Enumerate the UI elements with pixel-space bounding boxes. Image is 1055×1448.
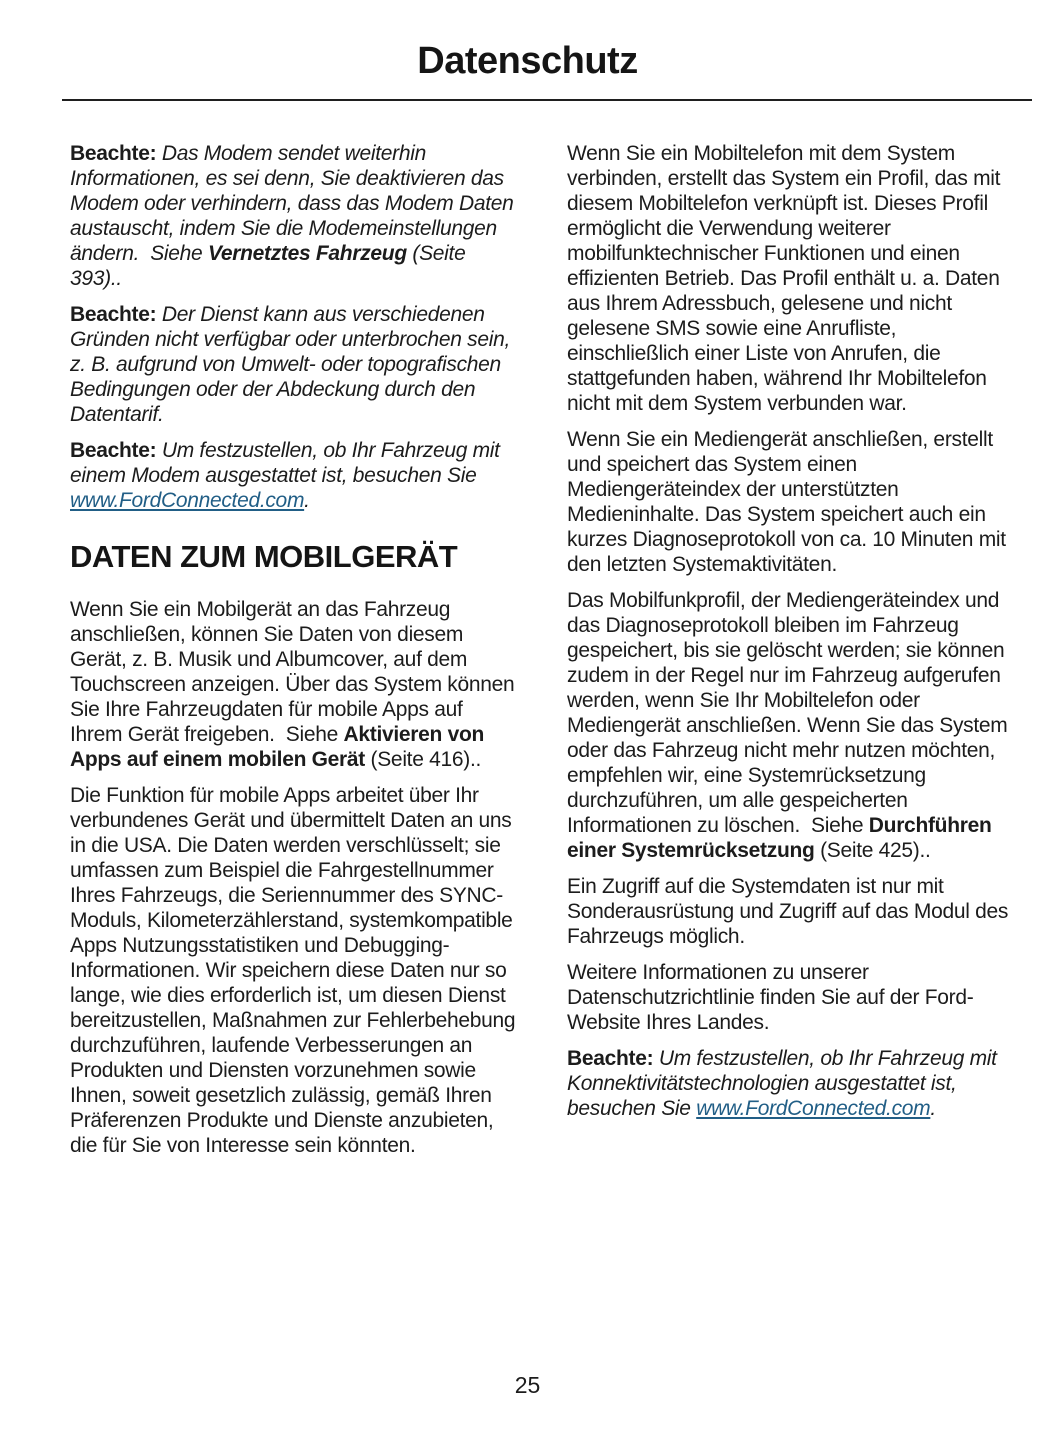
note-label: Beachte: <box>70 439 157 462</box>
text-run: Um festzustellen, ob Ihr Fahrzeug mit einem Modem ausgestattet ist, besuchen Sie <box>70 439 500 487</box>
paragraph <box>70 597 520 772</box>
title-divider <box>62 99 1032 101</box>
paragraph <box>70 783 520 1158</box>
page-number: 25 <box>514 1372 541 1398</box>
text-run: (Seite 425).. <box>814 839 931 862</box>
text-run: . <box>930 1097 936 1120</box>
text-run: Wenn Sie ein Mediengerät anschließen, erstellt und speichert das System einen Mediengeräteindex der unterstützten Medieninhalte. Das System speichert auch ein kurzes Diagnoseprotokoll von ca. 10 Minuten mit den letzten Systemaktivitäten. <box>567 428 1006 576</box>
text-run: Um festzustellen, ob Ihr Fahrzeug mit Konnektivitätstechnologien ausgestattet ist, besuchen Sie <box>567 1047 997 1120</box>
text-run: (Seite 416).. <box>365 748 482 771</box>
text-run: Der Dienst kann aus verschiedenen Gründen nicht verfügbar oder unterbrochen sein, z. B. aufgrund von Umwelt- oder topografischen Bedingungen oder der Abdeckung durch den Datentarif. <box>70 303 511 426</box>
text-run: (Seite 393).. <box>70 242 466 290</box>
left-column <box>70 141 520 1169</box>
paragraph <box>567 874 1015 949</box>
text-run: Das Modem sendet weiterhin Informationen, es sei denn, Sie deaktivieren das Modem oder verhindern, dass das Modem Daten austauscht, indem Sie die Modemeinstellungen ändern. Siehe <box>70 142 514 265</box>
paragraph <box>567 427 1015 577</box>
page-title: Datenschutz <box>417 40 638 82</box>
ford-connected-link[interactable]: www.FordConnected.com <box>70 489 305 512</box>
text-run: Das Mobilfunkprofil, der Mediengeräteindex und das Diagnoseprotokoll bleiben im Fahrzeug gespeichert, bis sie gelöscht werden; sie können zudem in der Regel nur im Fahrzeug aufgerufen werden, wenn Sie Ihr Mobiltelefon oder Mediengerät anschließen. Wenn Sie das System oder das Fahrzeug nicht mehr nutzen möchten, empfehlen wir, eine Systemrücksetzung durchzuführen, um alle gespeicherten Informationen zu löschen. Siehe <box>567 589 1008 837</box>
note-paragraph <box>70 302 520 427</box>
text-run: . <box>304 489 310 512</box>
note-label: Durchführen einer Systemrücksetzung <box>567 814 992 862</box>
text-run: Ein Zugriff auf die Systemdaten ist nur mit Sonderausrüstung und Zugriff auf das Modul des Fahrzeugs möglich. <box>567 875 1009 948</box>
note-paragraph <box>70 141 520 291</box>
note-paragraph <box>70 438 520 513</box>
note-label: Beachte: <box>70 303 157 326</box>
right-column <box>567 141 1015 1132</box>
paragraph <box>567 141 1015 416</box>
text-run: Wenn Sie ein Mobiltelefon mit dem System verbinden, erstellt das System ein Profil, das mit diesem Mobiltelefon verknüpft ist. Dieses Profil ermöglicht die Verwendung weiterer mobilfunktechnischer Funktionen und einen effizienten Betrieb. Das Profil enthält u. a. Daten aus Ihrem Adressbuch, gelesene und nicht gelesene SMS sowie eine Anrufliste, einschließlich einer Liste von Anrufen, die stattgefunden haben, während Ihr Mobiltelefon nicht mit dem System verbunden war. <box>567 142 1001 415</box>
text-run: Weitere Informationen zu unserer Datenschutzrichtlinie finden Sie auf der Ford-Website Ihres Landes. <box>567 961 974 1034</box>
text-run: Wenn Sie ein Mobilgerät an das Fahrzeug anschließen, können Sie Daten von diesem Gerät, z. B. Musik und Albumcover, auf dem Touchscreen anzeigen. Über das System können Sie Ihre Fahrzeugdaten für mobile Apps auf Ihrem Gerät freigeben. Siehe <box>70 598 515 746</box>
note-label: Beachte: <box>567 1047 654 1070</box>
text-run: Die Funktion für mobile Apps arbeitet über Ihr verbundenes Gerät und übermittelt Daten an uns in die USA. Die Daten werden verschlüsselt; sie umfassen zum Beispiel die Fahrgestellnummer Ihres Fahrzeugs, die Seriennummer des SYNC-Moduls, Kilometerzählerstand, systemkompatible Apps Nutzungsstatistiken und Debugging-Informationen. Wir speichern diese Daten nur so lange, wie dies erforderlich ist, um diesen Dienst bereitzustellen, Maßnahmen zur Fehlerbehebung durchzuführen, laufende Verbesserungen an Produkten und Diensten vorzunehmen sowie Ihnen, soweit gesetzlich zulässig, gemäß Ihren Präferenzen Produkte und Dienste anzubieten, die für Sie von Interesse sein könnten. <box>70 784 516 1157</box>
paragraph <box>567 588 1015 863</box>
note-label: Beachte: <box>70 142 157 165</box>
note-label: Aktivieren von Apps auf einem mobilen Gerät <box>70 723 485 771</box>
ford-connected-link[interactable]: www.FordConnected.com <box>696 1097 931 1120</box>
note-paragraph <box>567 1046 1015 1121</box>
section-heading: DATEN ZUM MOBILGERÄT <box>70 539 458 574</box>
text-run: Vernetztes Fahrzeug <box>207 242 407 265</box>
paragraph <box>567 960 1015 1035</box>
